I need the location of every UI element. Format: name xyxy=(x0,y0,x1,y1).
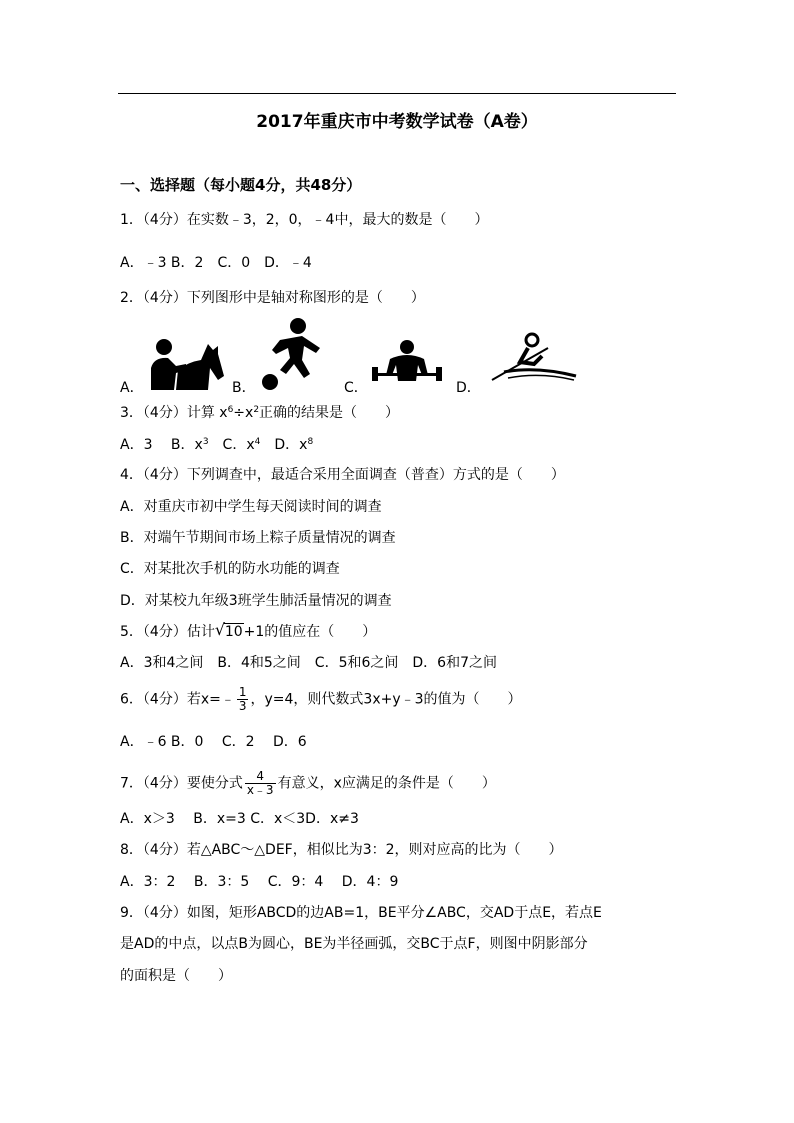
question-4-option-c: C．对某批次手机的防水功能的调查 xyxy=(120,561,340,577)
page-title: 2017年重庆市中考数学试卷（A卷） xyxy=(256,112,538,132)
question-1-options: A．﹣3 B．2 C．0 D．﹣4 xyxy=(120,255,312,271)
fraction-one-third: $\frac{1}{3}$ xyxy=(238,685,247,713)
square-root: √ 10 xyxy=(214,620,243,640)
question-5-stem: 5．（4分）估计 √ 10+1的值应在（ ） xyxy=(120,620,377,640)
question-6-options: A．﹣6 B．0 C．2 D．6 xyxy=(120,734,307,750)
question-8-options: A．3：2 B．3：5 C．9：4 D．4：9 xyxy=(120,874,399,890)
header-rule xyxy=(118,93,676,94)
option-c-label: C． xyxy=(344,380,368,396)
question-9-line-2: 是AD的中点，以点B为圆心，BE为半径画弧，交BC于点F，则图中阴影部分 xyxy=(120,936,588,952)
question-1-stem: 1．（4分）在实数﹣3，2，0，﹣4中，最大的数是（ ） xyxy=(120,212,489,228)
fraction-4-over-x-minus-3: $\frac{4}{x﹣3}$ xyxy=(246,769,274,797)
weightlifter-icon xyxy=(372,339,442,385)
question-9-line-1: 9．（4分）如图，矩形ABCD的边AB=1，BE平分∠ABC，交AD于点E，若点E xyxy=(120,905,602,921)
exponent-6: 6 xyxy=(227,405,234,415)
question-2-stem: 2．（4分）下列图形中是轴对称图形的是（ ） xyxy=(120,290,425,306)
question-8-stem: 8．（4分）若△ABC～△DEF，相似比为3：2，则对应高的比为（ ） xyxy=(120,842,563,858)
person-with-horse-icon xyxy=(146,338,226,390)
option-a-label: A． xyxy=(120,380,144,396)
question-3-options: A．3 B．$x^3$ C．$x^4$ D．$x^8$ xyxy=(120,437,314,453)
question-3-stem: 3．（4分）计算 $x^6\div x^2$正确的结果是（ ） xyxy=(120,405,400,421)
question-5-options: A．3和4之间 B．4和5之间 C．5和6之间 D．6和7之间 xyxy=(120,655,497,671)
question-4-option-a: A．对重庆市初中学生每天阅读时间的调查 xyxy=(120,499,382,515)
question-6-stem: 6．（4分）若x=﹣ $\frac{1}{3}$ ，y=4，则代数式3x+y﹣3的值为（ ） xyxy=(120,685,522,713)
option-b-label: B． xyxy=(232,380,256,396)
question-7-stem: 7．（4分）要使分式 $\frac{4}{x﹣3}$ 有意义，x应满足的条件是（ ） xyxy=(120,769,496,797)
rower-icon xyxy=(486,332,580,384)
section-heading: 一、选择题（每小题4分，共48分） xyxy=(120,176,362,194)
question-9-line-3: 的面积是（ ） xyxy=(120,968,232,984)
option-d-label: D． xyxy=(456,380,481,396)
exponent-2: 2 xyxy=(253,405,260,415)
question-4-option-b: B．对端午节期间市场上粽子质量情况的调查 xyxy=(120,530,396,546)
question-4-stem: 4．（4分）下列调查中，最适合采用全面调查（普查）方式的是（ ） xyxy=(120,467,565,483)
soccer-player-icon xyxy=(258,318,322,390)
question-4-option-d: D．对某校九年级3班学生肺活量情况的调查 xyxy=(120,593,392,609)
question-7-options: A．x＞3 B．x=3 C．x＜3D．x≠3 xyxy=(120,811,359,827)
